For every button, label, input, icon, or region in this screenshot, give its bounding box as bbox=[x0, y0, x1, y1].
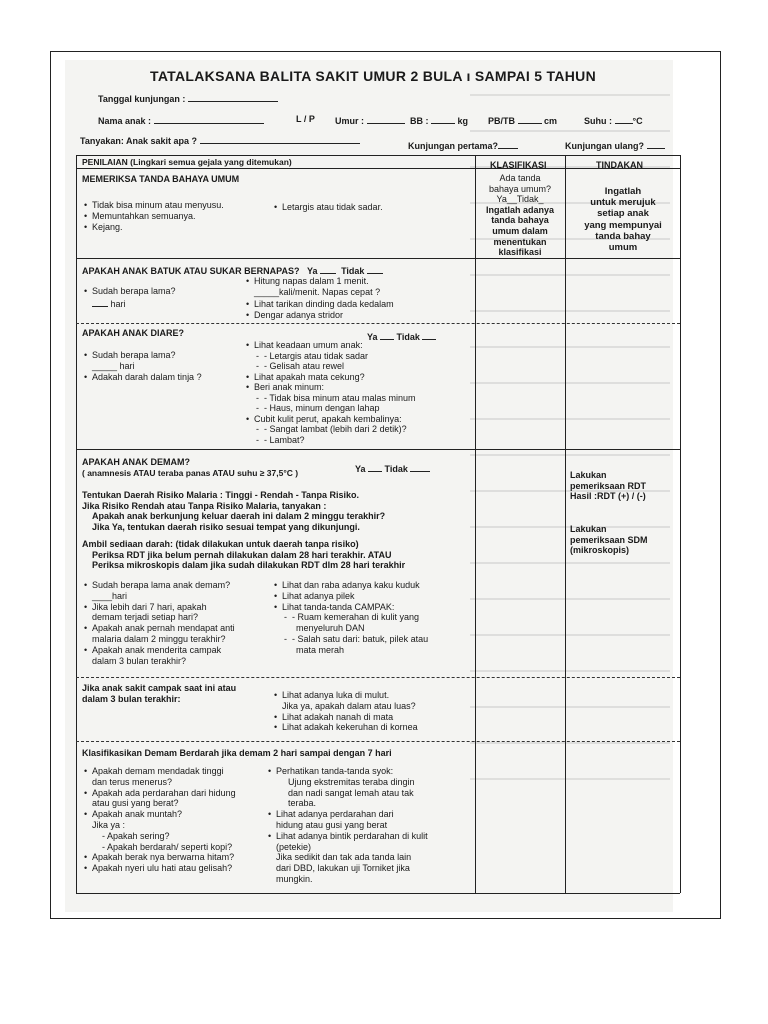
list-item: • Apakah demam mendadak tinggi bbox=[84, 766, 236, 777]
height-field bbox=[488, 114, 557, 127]
table-right-border bbox=[680, 155, 681, 893]
measles-section-divider bbox=[76, 741, 680, 742]
list-item: dan terus menerus? bbox=[92, 776, 173, 787]
measles-intro bbox=[82, 683, 236, 704]
classification-column-header: KLASIFIKASI bbox=[490, 160, 547, 170]
list-item: • Lihat adakah kekeruhan di kornea bbox=[274, 722, 418, 733]
action-column-header: TINDAKAN bbox=[596, 160, 643, 170]
danger-action bbox=[567, 186, 679, 253]
cough-checks-list bbox=[246, 276, 394, 321]
rdt-action bbox=[570, 470, 646, 502]
list-item: • Apakah nyeri ulu hati atau gelisah? bbox=[84, 863, 236, 874]
child-name-field bbox=[98, 114, 264, 127]
danger-section-divider bbox=[76, 258, 680, 259]
fever-no-option: Tidak bbox=[384, 464, 408, 474]
child-name-label: Nama anak : bbox=[98, 116, 152, 126]
list-item: mata merah bbox=[296, 644, 345, 655]
complaint-field bbox=[80, 134, 360, 147]
list-item: dari DBD, lakukan uji Torniket jika bbox=[276, 863, 410, 874]
age-label: Umur : bbox=[335, 116, 364, 126]
weight-label: BB : bbox=[410, 116, 429, 126]
list-item: • Letargis atau tidak sadar. bbox=[274, 202, 383, 213]
list-item: dalam 3 bulan terakhir? bbox=[92, 655, 187, 666]
height-label: PB/TB bbox=[488, 116, 515, 126]
list-item: • Lihat adanya bintik perdarahan di kulit bbox=[268, 831, 428, 842]
temperature-label: Suhu : bbox=[584, 116, 612, 126]
list-item: - Apakah berdarah/ seperti kopi? bbox=[102, 841, 233, 852]
list-item: • Cubit kulit perut, apakah kembalinya: bbox=[246, 414, 416, 425]
first-visit-field bbox=[408, 139, 518, 152]
action-column-divider bbox=[565, 155, 566, 893]
diarrhea-checks-list bbox=[246, 340, 416, 445]
action-line: yang mempunyai bbox=[584, 219, 662, 231]
diarrhea-section-divider bbox=[76, 449, 680, 450]
danger-signs-look-list bbox=[274, 202, 383, 213]
diarrhea-history-list bbox=[84, 350, 202, 382]
list-item: • Tidak bisa minum atau menyusu. bbox=[84, 200, 224, 211]
intro-line: dalam 3 bulan terakhir: bbox=[82, 693, 181, 704]
action-line: setiap anak bbox=[597, 208, 649, 220]
list-item: • Lihat adanya luka di mulut. bbox=[274, 690, 418, 701]
list-item: • Lihat tarikan dinding dada kedalam bbox=[246, 299, 394, 310]
dengue-history-list bbox=[84, 766, 236, 874]
action-line: (mikroskopis) bbox=[570, 545, 630, 556]
classification-line: klasifikasi bbox=[498, 247, 542, 258]
list-item: _____kali/menit. Napas cepat ? bbox=[254, 287, 381, 298]
list-item: • Sudah berapa lama? bbox=[84, 286, 176, 297]
action-line: tanda bahay bbox=[595, 230, 651, 242]
cough-question: APAKAH ANAK BATUK ATAU SUKAR BERNAPAS? bbox=[82, 266, 300, 276]
fever-history-list bbox=[84, 580, 235, 666]
list-item: Ujung ekstremitas teraba dingin bbox=[288, 776, 415, 787]
list-item: - - Haus, minum dengan lahap bbox=[246, 403, 416, 414]
cough-section-divider bbox=[76, 323, 680, 324]
classification-column-divider bbox=[475, 155, 476, 893]
instruction-line: Jika Ya, tentukan daerah risiko sesuai tempat yang dikunjungi. bbox=[92, 521, 360, 532]
list-item: • Memuntahkan semuanya. bbox=[84, 211, 224, 222]
duration-unit: hari bbox=[110, 298, 126, 309]
list-item bbox=[84, 297, 176, 310]
list-item: dan nadi sangat lemah atau tak bbox=[288, 787, 414, 798]
action-line: Lakukan bbox=[570, 470, 607, 480]
height-unit: cm bbox=[544, 116, 558, 126]
list-item: • Hitung napas dalam 1 menit. bbox=[246, 276, 394, 287]
microscopy-action bbox=[570, 524, 648, 556]
classification-line: Ada tanda bbox=[499, 173, 541, 183]
cough-no-option: Tidak bbox=[341, 266, 365, 276]
list-item: - Apakah sering? bbox=[102, 830, 170, 841]
list-item: • Lihat tanda-tanda CAMPAK: bbox=[274, 602, 428, 613]
action-line: Hasil :RDT (+) / (-) bbox=[570, 491, 646, 502]
list-item: • Lihat adakah nanah di mata bbox=[274, 712, 418, 723]
form-title: TATALAKSANA BALITA SAKIT UMUR 2 BULA ı SAMPAI 5 TAHUN bbox=[150, 68, 596, 84]
list-item: mungkin. bbox=[276, 873, 313, 884]
list-item: • Apakah anak menderita campak bbox=[84, 645, 235, 656]
complaint-label: Tanyakan: Anak sakit apa ? bbox=[80, 136, 198, 146]
action-line: pemeriksaan RDT bbox=[570, 480, 647, 491]
action-line: Ingatlah bbox=[604, 186, 642, 197]
list-item: • Perhatikan tanda-tanda syok: bbox=[268, 766, 428, 777]
cough-duration bbox=[84, 286, 176, 310]
weight-unit: kg bbox=[457, 116, 469, 126]
danger-classification bbox=[477, 173, 563, 258]
cough-yes-option: Ya bbox=[307, 266, 318, 276]
list-item: - - Tidak bisa minum atau malas minum bbox=[246, 393, 416, 404]
action-line: untuk merujuk bbox=[590, 197, 656, 209]
list-item: - - Gelisah atau rewel bbox=[246, 361, 416, 372]
sex-field: L / P bbox=[296, 114, 315, 124]
list-item: Jika ya, apakah dalam atau luas? bbox=[282, 700, 416, 711]
fever-yes-no bbox=[355, 462, 430, 475]
list-item: • Lihat apakah mata cekung? bbox=[246, 372, 416, 383]
first-visit-label: Kunjungan pertama? bbox=[408, 141, 499, 151]
instruction-line: Periksa mikroskopis dalam jika sudah dilakukan RDT dlm 28 hari terakhir bbox=[92, 560, 406, 571]
classification-line: umum dalam bbox=[492, 226, 548, 237]
list-item: • Sudah berapa lama anak demam? bbox=[84, 580, 235, 591]
intro-line: Jika anak sakit campak saat ini atau bbox=[82, 683, 237, 693]
list-item: • Apakah berak nya berwarna hitam? bbox=[84, 852, 236, 863]
classification-line: Ingatlah adanya bbox=[485, 204, 555, 215]
action-line: Lakukan bbox=[570, 524, 607, 534]
list-item: • Lihat adanya pilek bbox=[274, 591, 428, 602]
danger-signs-list bbox=[84, 200, 224, 232]
classification-line: menentukan bbox=[493, 236, 547, 247]
instruction-line: Jika Risiko Rendah atau Tanpa Risiko Malaria, tanyakan : bbox=[82, 500, 327, 511]
visit-date-field bbox=[98, 92, 278, 105]
list-item: menyeluruh DAN bbox=[296, 623, 365, 634]
instruction-line: Ambil sediaan darah: (tidak dilakukan untuk daerah tanpa risiko) bbox=[82, 539, 359, 549]
list-item: • Apakah anak muntah? bbox=[84, 809, 236, 820]
list-item: malaria dalam 2 minggu terakhir? bbox=[92, 633, 226, 644]
table-bottom-border bbox=[76, 893, 680, 894]
fever-definition: ( anamnesis ATAU teraba panas ATAU suhu ≥ 37,5°C ) bbox=[82, 468, 299, 478]
fever-checks-list bbox=[274, 580, 428, 656]
list-item: • Lihat dan raba adanya kaku kuduk bbox=[274, 580, 428, 591]
list-item: ____hari bbox=[92, 590, 128, 601]
repeat-visit-field bbox=[565, 139, 665, 152]
fever-section-divider bbox=[76, 677, 680, 678]
dengue-heading: Klasifikasikan Demam Berdarah jika demam 2 hari sampai dengan 7 hari bbox=[82, 748, 392, 758]
diarrhea-no-option: Tidak bbox=[396, 332, 420, 342]
diarrhea-heading: APAKAH ANAK DIARE? bbox=[82, 328, 184, 338]
blood-sample-instructions bbox=[82, 539, 405, 571]
list-item: • Beri anak minum: bbox=[246, 382, 416, 393]
cough-heading bbox=[82, 264, 383, 277]
list-item: • Kejang. bbox=[84, 222, 224, 233]
temperature-field bbox=[584, 114, 643, 127]
list-item: - - Letargis atau tidak sadar bbox=[246, 351, 416, 362]
header-row-border bbox=[76, 168, 680, 169]
instruction-line: Periksa RDT jika belum pernah dilakukan dalam 28 hari terakhir. ATAU bbox=[92, 549, 392, 560]
classification-line: tanda bahaya bbox=[491, 215, 549, 226]
action-line: umum bbox=[608, 242, 638, 254]
assessment-column-header: PENILAIAN (Lingkari semua gejala yang ditemukan) bbox=[82, 157, 292, 167]
danger-signs-heading: MEMERIKSA TANDA BAHAYA UMUM bbox=[82, 174, 240, 184]
list-item: Jika sedikit dan tak ada tanda lain bbox=[276, 852, 412, 863]
list-item: • Sudah berapa lama? bbox=[84, 350, 202, 361]
list-item: hidung atau gusi yang berat bbox=[276, 819, 388, 830]
fever-heading: APAKAH ANAK DEMAM? bbox=[82, 457, 190, 467]
dengue-checks-list bbox=[268, 766, 428, 885]
list-item: _____ hari bbox=[92, 360, 135, 371]
list-item: • Dengar adanya stridor bbox=[246, 310, 394, 321]
list-item: • Adakah darah dalam tinja ? bbox=[84, 372, 202, 383]
table-top-border bbox=[76, 155, 680, 156]
list-item: - - Lambat? bbox=[246, 435, 416, 446]
list-item: - - Salah satu dari: batuk, pilek atau bbox=[274, 634, 428, 645]
list-item: Jika ya : bbox=[92, 819, 126, 830]
instruction-line: Apakah anak berkunjung keluar daerah ini dalam 2 minggu terakhir? bbox=[92, 511, 386, 522]
list-item: - - Ruam kemerahan di kulit yang bbox=[274, 612, 428, 623]
fever-yes-option: Ya bbox=[355, 464, 366, 474]
diarrhea-yes-option: Ya bbox=[367, 332, 378, 342]
list-item: • Apakah anak pernah mendapat anti bbox=[84, 623, 235, 634]
list-item: atau gusi yang berat? bbox=[92, 798, 179, 809]
classification-line: Ya__Tidak_ bbox=[496, 194, 544, 205]
list-item: - - Sangat lambat (lebih dari 2 detik)? bbox=[246, 424, 416, 435]
list-item: teraba. bbox=[288, 798, 317, 809]
measles-checks-list bbox=[274, 690, 418, 733]
repeat-visit-label: Kunjungan ulang? bbox=[565, 141, 644, 151]
list-item: demam terjadi setiap hari? bbox=[92, 612, 199, 623]
visit-date-label: Tanggal kunjungan : bbox=[98, 94, 186, 104]
temperature-unit: °C bbox=[632, 116, 643, 126]
age-field bbox=[335, 114, 405, 127]
action-line: pemeriksaan SDM bbox=[570, 534, 648, 545]
list-item: (petekie) bbox=[276, 841, 312, 852]
weight-field bbox=[410, 114, 468, 127]
list-item: • Apakah ada perdarahan dari hidung bbox=[84, 788, 236, 799]
instruction-line: Tentukan Daerah Risiko Malaria : Tinggi - Rendah - Tanpa Risiko. bbox=[82, 490, 360, 500]
malaria-risk-instructions bbox=[82, 490, 385, 532]
list-item: • Jika lebih dari 7 hari, apakah bbox=[84, 602, 235, 613]
list-item: • Lihat keadaan umum anak: bbox=[246, 340, 416, 351]
table-left-border bbox=[76, 155, 77, 893]
classification-line: bahaya umum? bbox=[488, 183, 552, 194]
list-item: • Lihat adanya perdarahan dari bbox=[268, 809, 428, 820]
